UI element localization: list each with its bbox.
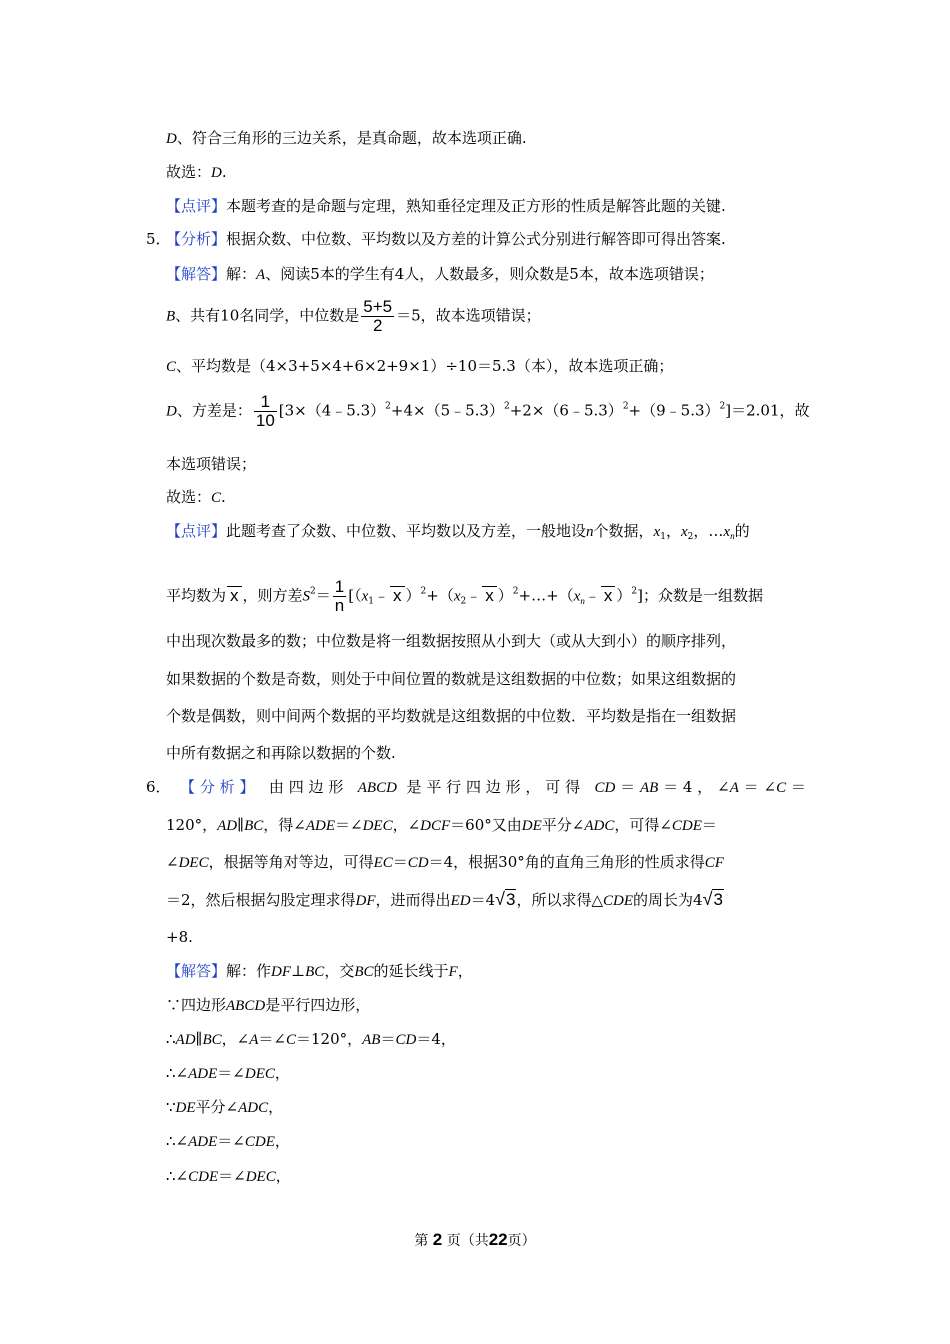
solution-q6-step3: ∴AD∥BC，∠A＝∠C＝120°，AB＝CD＝4，	[166, 1030, 456, 1048]
analysis-q6-line2: 120°，AD∥BC，得∠ADE＝∠DEC，∠DCF＝60°又由DE平分∠ADC，可得∠CDE＝	[166, 816, 717, 834]
comment-q5-line3: 中出现次数最多的数；中位数是将一组数据按照从小到大（或从大到小）的顺序排列，	[166, 632, 737, 650]
solution-q6-step2: ∵四边形ABCD是平行四边形，	[166, 996, 371, 1014]
variance-formula-fraction: $\frac{1}{n}$	[334, 577, 345, 615]
sqrt-three: √3	[702, 889, 723, 909]
page-total: 22	[488, 1230, 508, 1249]
page-footer: 第 2 页（共22页）	[414, 1230, 536, 1249]
analysis-tag: 【分析】	[180, 778, 260, 796]
comment-q5-line2: 平均数为 x ，则方差$S^2=$ $\frac{1}{n}$ [（$x_1﹣$ x ）$^2+(x_2﹣$ x ）$^2+\dots+(x_n﹣$ x ）$^2$]；众数是一组数据	[166, 577, 763, 615]
solution-q6-step7: ∴∠CDE＝∠DEC，	[166, 1167, 291, 1185]
comment-tag: 【点评】	[166, 197, 227, 215]
comment-tag: 【点评】	[166, 522, 227, 540]
solution-q6-step6: ∴∠ADE＝∠CDE，	[166, 1132, 290, 1150]
answer-select-c: 故选：C.	[166, 488, 226, 506]
answer-select-d: 故选：D.	[166, 163, 227, 181]
page-number: 2	[432, 1230, 443, 1249]
analysis-q6-line4: ＝2，然后根据勾股定理求得DF，进而得出ED＝4√3，所以求得△CDE的周长为4√3	[166, 889, 723, 909]
sqrt-three: √3	[495, 889, 516, 909]
solution-tag: 【解答】	[166, 962, 227, 980]
comment-q4: 【点评】本题考查的是命题与定理，熟知垂径定理及正方形的性质是解答此题的关键.	[166, 197, 726, 215]
variance-fraction: $\frac{1}{10}$	[255, 392, 275, 430]
solution-q6-step5: ∵DE平分∠ADC，	[166, 1098, 284, 1116]
solution-q5-d-cont: 本选项错误；	[166, 455, 257, 473]
solution-q5-c: C、平均数是（4×3+5×4+6×2+9×1）÷10＝5.3（本），故本选项正确；	[166, 357, 674, 375]
question-number-5: 5．	[146, 230, 171, 248]
analysis-q6-line5: +8.	[166, 928, 193, 946]
question-number-6: 6．	[146, 778, 171, 796]
comment-q5-line5: 个数是偶数，则中间两个数据的平均数就是这组数据的中位数．平均数是指在一组数据	[166, 707, 737, 725]
solution-q5-a: 【解答】解：A、阅读5本的学生有4人，人数最多，则众数是5本，故本选项错误；	[166, 265, 714, 283]
analysis-q6-line3: ∠DEC，根据等角对等边，可得EC＝CD＝4，根据30°角的直角三角形的性质求得CF	[166, 853, 724, 871]
solution-q5-b: B、共有10名同学，中位数是 $\frac{5+5}{2}$ ＝5，故本选项错误；	[166, 297, 541, 335]
analysis-q6-line1: 【分析】 由四边形 ABCD 是平行四边形，可得 CD＝AB＝4，∠A＝∠C＝	[180, 778, 806, 796]
median-fraction: $\frac{5+5}{2}$	[363, 297, 393, 335]
comment-q5-line1: 【点评】此题考查了众数、中位数、平均数以及方差，一般地设n个数据，$x_1$，$x_2$，$\dots x_n$的	[166, 522, 750, 542]
solution-q6-step4: ∴∠ADE＝∠DEC，	[166, 1064, 290, 1082]
solution-tag: 【解答】	[166, 265, 227, 283]
solution-q6-step1: 【解答】解：作DF⊥BC，交BC的延长线于F，	[166, 962, 473, 980]
solution-q5-d: D、方差是： $\frac{1}{10}$ [3×（4﹣5.3）$^2$+4×（5﹣5.3）$^2$+2×（6﹣5.3）$^2$+（9﹣5.3）$^2$]＝2.01，故	[166, 392, 810, 430]
comment-q5-line6: 中所有数据之和再除以数据的个数.	[166, 744, 396, 762]
analysis-tag: 【分析】	[166, 230, 227, 248]
analysis-q5: 【分析】根据众数、中位数、平均数以及方差的计算公式分别进行解答即可得出答案.	[166, 230, 726, 248]
option-d-conclusion: D、符合三角形的三边关系，是真命题，故本选项正确.	[166, 129, 527, 147]
comment-q5-line4: 如果数据的个数是奇数，则处于中间位置的数就是这组数据的中位数；如果这组数据的	[166, 670, 737, 688]
